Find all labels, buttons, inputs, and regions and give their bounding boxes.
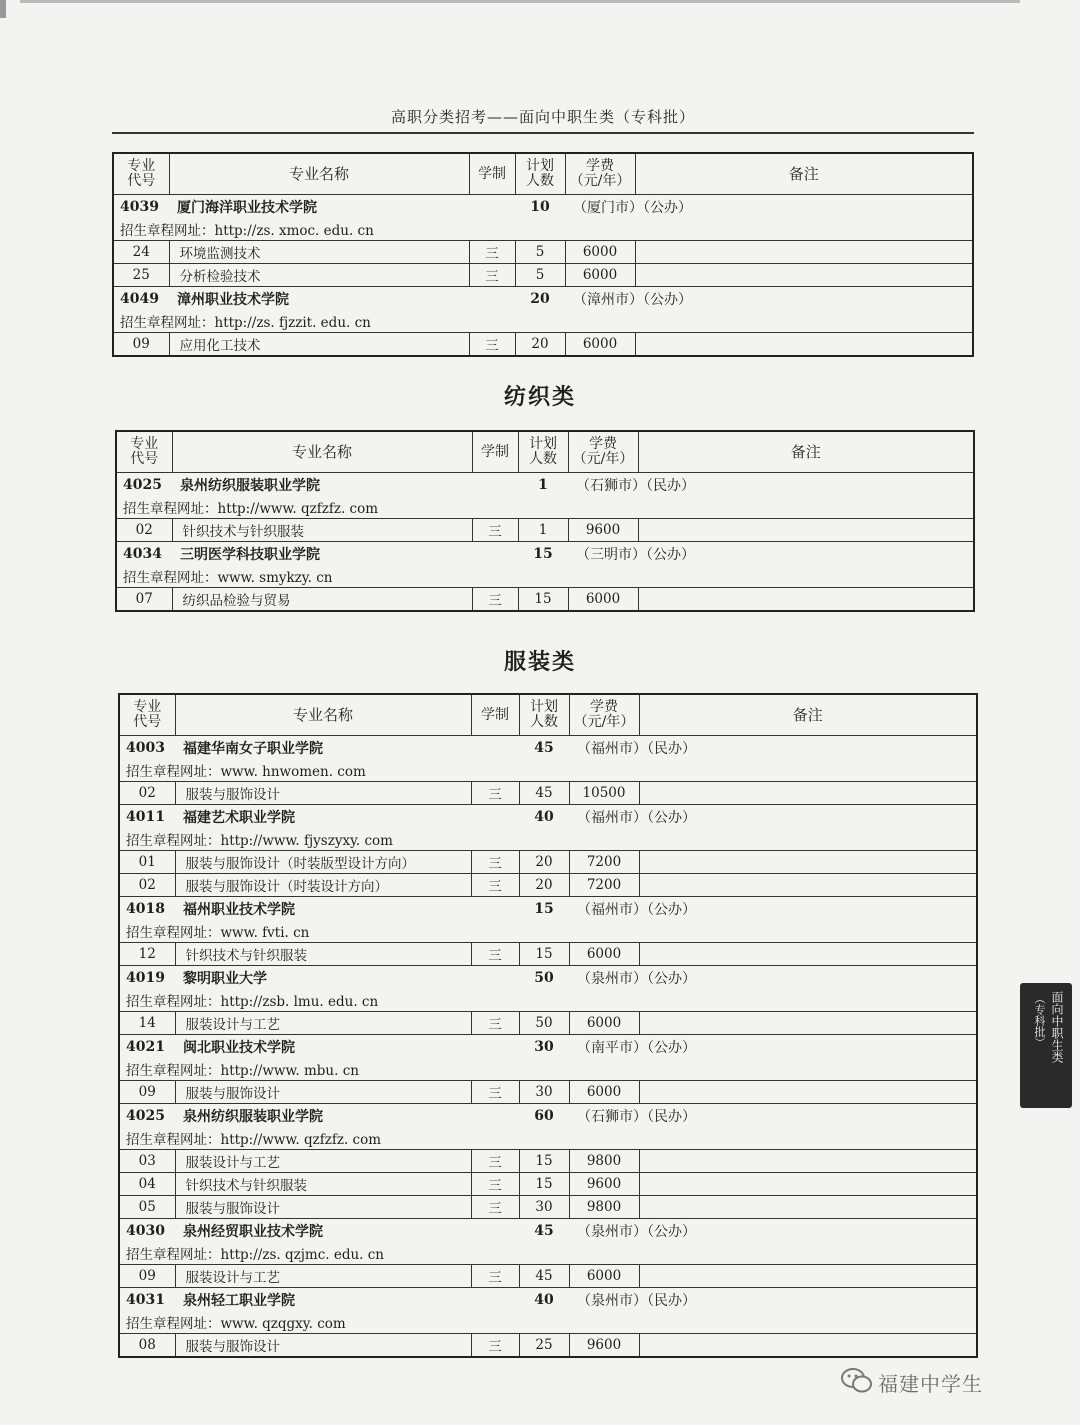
major-code: 01 bbox=[119, 851, 175, 874]
school-region: （厦门市）（公办） bbox=[565, 195, 973, 219]
major-duration: 三 bbox=[469, 264, 515, 287]
school-quota: 15 bbox=[518, 542, 568, 566]
url-label: 招生章程网址： bbox=[126, 994, 221, 1010]
major-fee: 6000 bbox=[569, 1081, 639, 1104]
section-title-apparel: 服装类 bbox=[503, 650, 576, 675]
major-quota: 20 bbox=[515, 333, 565, 357]
major-row bbox=[116, 519, 974, 542]
major-code: 25 bbox=[113, 264, 169, 287]
school-region: （三明市）（公办） bbox=[568, 542, 974, 566]
school-quota: 15 bbox=[519, 897, 569, 921]
major-fee: 9800 bbox=[569, 1196, 639, 1219]
school-url-cell bbox=[116, 496, 974, 519]
major-code: 08 bbox=[119, 1334, 175, 1358]
school-url[interactable]: http://www. mbu. cn bbox=[220, 1063, 359, 1079]
url-label: 招生章程网址： bbox=[123, 501, 218, 517]
table-header-row bbox=[119, 694, 977, 736]
url-label: 招生章程网址： bbox=[126, 764, 221, 780]
major-fee: 6000 bbox=[568, 588, 638, 612]
major-notes bbox=[639, 1173, 977, 1196]
major-notes bbox=[639, 851, 977, 874]
school-quota: 10 bbox=[515, 195, 565, 219]
major-row bbox=[119, 1196, 977, 1219]
major-duration: 三 bbox=[471, 874, 519, 897]
school-row bbox=[116, 473, 974, 497]
school-region: （福州市）（民办） bbox=[569, 736, 977, 760]
major-code: 02 bbox=[116, 519, 172, 542]
school-url[interactable]: http://zs. qzjmc. edu. cn bbox=[220, 1247, 385, 1263]
major-row bbox=[119, 943, 977, 966]
url-label: 招生章程网址： bbox=[126, 1063, 221, 1079]
major-row bbox=[119, 782, 977, 805]
school-code: 4034 bbox=[116, 542, 172, 566]
major-code: 12 bbox=[119, 943, 175, 966]
major-quota: 15 bbox=[519, 1150, 569, 1173]
school-url-cell bbox=[116, 565, 974, 588]
major-name: 针织技术与针织服装 bbox=[175, 1173, 471, 1196]
school-code: 4049 bbox=[113, 287, 169, 311]
major-duration: 三 bbox=[471, 851, 519, 874]
school-quota: 20 bbox=[515, 287, 565, 311]
major-notes bbox=[639, 1334, 977, 1358]
major-notes bbox=[639, 1081, 977, 1104]
side-tab-line1: 面向中职生类 bbox=[1050, 991, 1064, 1063]
major-duration: 三 bbox=[471, 1196, 519, 1219]
school-quota: 60 bbox=[519, 1104, 569, 1128]
column-header-duration: 学制 bbox=[471, 694, 519, 736]
school-code: 4019 bbox=[119, 966, 175, 990]
major-notes bbox=[635, 241, 973, 264]
school-url-cell bbox=[119, 989, 977, 1012]
url-label: 招生章程网址： bbox=[120, 223, 215, 239]
school-url[interactable]: www. hnwomen. com bbox=[220, 764, 366, 780]
major-duration: 三 bbox=[471, 782, 519, 805]
column-header-quota: 计划 人数 bbox=[519, 694, 569, 736]
column-header-notes: 备注 bbox=[639, 694, 977, 736]
major-quota: 20 bbox=[519, 874, 569, 897]
school-url-row bbox=[119, 989, 977, 1012]
major-name: 分析检验技术 bbox=[169, 264, 469, 287]
major-fee: 9600 bbox=[568, 519, 638, 542]
column-header-fee: 学费 （元/年） bbox=[569, 694, 639, 736]
major-fee: 9600 bbox=[569, 1334, 639, 1358]
major-duration: 三 bbox=[471, 1334, 519, 1358]
school-region: （福州市）（公办） bbox=[569, 805, 977, 829]
major-name: 服装与服饰设计（时装设计方向） bbox=[175, 874, 471, 897]
url-label: 招生章程网址： bbox=[126, 1132, 221, 1148]
column-header-name: 专业名称 bbox=[175, 694, 471, 736]
major-duration: 三 bbox=[471, 943, 519, 966]
school-quota: 40 bbox=[519, 805, 569, 829]
school-row bbox=[119, 1288, 977, 1312]
school-code: 4021 bbox=[119, 1035, 175, 1059]
major-duration: 三 bbox=[469, 241, 515, 264]
major-code: 09 bbox=[113, 333, 169, 357]
major-row bbox=[119, 1081, 977, 1104]
school-url-cell bbox=[119, 1311, 977, 1334]
school-url[interactable]: www. fvti. cn bbox=[220, 925, 310, 941]
school-url-cell bbox=[119, 1127, 977, 1150]
major-row bbox=[113, 264, 973, 287]
table-header-row bbox=[113, 153, 973, 195]
url-label: 招生章程网址： bbox=[126, 833, 221, 849]
url-label: 招生章程网址： bbox=[126, 925, 221, 941]
major-quota: 30 bbox=[519, 1081, 569, 1104]
major-code: 09 bbox=[119, 1265, 175, 1288]
major-fee: 6000 bbox=[569, 1012, 639, 1035]
school-row bbox=[119, 897, 977, 921]
school-row bbox=[113, 287, 973, 311]
column-header-quota: 计划 人数 bbox=[515, 153, 565, 195]
major-fee: 6000 bbox=[565, 264, 635, 287]
major-name: 服装设计与工艺 bbox=[175, 1265, 471, 1288]
school-code: 4025 bbox=[116, 473, 172, 497]
major-row bbox=[119, 1173, 977, 1196]
major-quota: 15 bbox=[519, 1173, 569, 1196]
major-name: 针织技术与针织服装 bbox=[172, 519, 472, 542]
school-url-cell bbox=[113, 218, 973, 241]
major-quota: 15 bbox=[519, 943, 569, 966]
major-fee: 6000 bbox=[569, 1265, 639, 1288]
major-quota: 5 bbox=[515, 241, 565, 264]
major-code: 05 bbox=[119, 1196, 175, 1219]
school-url-cell bbox=[113, 310, 973, 333]
school-name: 泉州纺织服装职业学院 bbox=[172, 473, 518, 497]
school-name: 泉州纺织服装职业学院 bbox=[175, 1104, 519, 1128]
school-name: 泉州经贸职业技术学院 bbox=[175, 1219, 519, 1243]
major-duration: 三 bbox=[471, 1081, 519, 1104]
school-url-cell bbox=[119, 920, 977, 943]
school-url-cell bbox=[119, 759, 977, 782]
url-label: 招生章程网址： bbox=[123, 570, 218, 586]
school-code: 4011 bbox=[119, 805, 175, 829]
major-fee: 6000 bbox=[565, 333, 635, 357]
school-row bbox=[119, 966, 977, 990]
school-code: 4018 bbox=[119, 897, 175, 921]
school-url-row bbox=[119, 1242, 977, 1265]
column-header-code: 专业 代号 bbox=[116, 431, 172, 473]
school-region: （泉州市）（民办） bbox=[569, 1288, 977, 1312]
school-url-cell bbox=[119, 828, 977, 851]
school-url-row bbox=[113, 310, 973, 333]
school-url[interactable]: http://zs. xmoc. edu. cn bbox=[214, 223, 374, 239]
major-name: 针织技术与针织服装 bbox=[175, 943, 471, 966]
school-row bbox=[119, 805, 977, 829]
major-code: 09 bbox=[119, 1081, 175, 1104]
page-header-title: 高职分类招考——面向中职生类（专科批） bbox=[390, 108, 695, 126]
major-fee: 9800 bbox=[569, 1150, 639, 1173]
column-header-name: 专业名称 bbox=[172, 431, 472, 473]
major-code: 04 bbox=[119, 1173, 175, 1196]
school-url-cell bbox=[119, 1058, 977, 1081]
major-duration: 三 bbox=[472, 588, 518, 612]
major-code: 24 bbox=[113, 241, 169, 264]
side-tab-category bbox=[1020, 983, 1072, 1108]
school-name: 黎明职业大学 bbox=[175, 966, 519, 990]
school-url[interactable]: www. smykzy. cn bbox=[217, 570, 333, 586]
major-notes bbox=[635, 333, 973, 357]
school-row bbox=[119, 1104, 977, 1128]
page-header bbox=[112, 100, 974, 134]
major-row bbox=[113, 333, 973, 357]
school-quota: 1 bbox=[518, 473, 568, 497]
side-tab-line2: （专科批） bbox=[1033, 993, 1046, 1048]
school-url[interactable]: http://www. qzfzfz. com bbox=[217, 501, 379, 517]
major-name: 服装设计与工艺 bbox=[175, 1150, 471, 1173]
school-row bbox=[116, 542, 974, 566]
major-quota: 5 bbox=[515, 264, 565, 287]
column-header-notes: 备注 bbox=[638, 431, 974, 473]
school-name: 厦门海洋职业技术学院 bbox=[169, 195, 515, 219]
school-url-row bbox=[119, 828, 977, 851]
school-region: （福州市）（公办） bbox=[569, 897, 977, 921]
admission-table-chemistry bbox=[112, 152, 974, 357]
school-url-row bbox=[119, 759, 977, 782]
school-region: （泉州市）（公办） bbox=[569, 966, 977, 990]
major-quota: 15 bbox=[518, 588, 568, 612]
major-duration: 三 bbox=[471, 1012, 519, 1035]
column-header-code: 专业 代号 bbox=[119, 694, 175, 736]
school-url[interactable]: http://zsb. lmu. edu. cn bbox=[220, 994, 379, 1010]
major-quota: 45 bbox=[519, 1265, 569, 1288]
url-label: 招生章程网址： bbox=[120, 315, 215, 331]
major-duration: 三 bbox=[469, 333, 515, 357]
major-duration: 三 bbox=[471, 1265, 519, 1288]
major-row bbox=[119, 1150, 977, 1173]
major-row bbox=[119, 874, 977, 897]
major-name: 纺织品检验与贸易 bbox=[172, 588, 472, 612]
school-quota: 30 bbox=[519, 1035, 569, 1059]
school-name: 闽北职业技术学院 bbox=[175, 1035, 519, 1059]
school-url-row bbox=[116, 565, 974, 588]
watermark-text: 福建中学生 bbox=[878, 1372, 983, 1396]
school-url-row bbox=[119, 1058, 977, 1081]
scan-mark bbox=[0, 0, 6, 18]
major-quota: 25 bbox=[519, 1334, 569, 1358]
major-row bbox=[116, 588, 974, 612]
column-header-duration: 学制 bbox=[469, 153, 515, 195]
major-code: 03 bbox=[119, 1150, 175, 1173]
major-quota: 20 bbox=[519, 851, 569, 874]
major-name: 服装与服饰设计 bbox=[175, 782, 471, 805]
school-url-row bbox=[113, 218, 973, 241]
school-name: 三明医学科技职业学院 bbox=[172, 542, 518, 566]
column-header-name: 专业名称 bbox=[169, 153, 469, 195]
major-duration: 三 bbox=[472, 519, 518, 542]
major-name: 服装与服饰设计 bbox=[175, 1081, 471, 1104]
major-fee: 10500 bbox=[569, 782, 639, 805]
major-fee: 9600 bbox=[569, 1173, 639, 1196]
major-fee: 6000 bbox=[569, 943, 639, 966]
school-name: 漳州职业技术学院 bbox=[169, 287, 515, 311]
major-notes bbox=[639, 1012, 977, 1035]
school-code: 4031 bbox=[119, 1288, 175, 1312]
major-name: 服装与服饰设计（时装版型设计方向） bbox=[175, 851, 471, 874]
school-code: 4039 bbox=[113, 195, 169, 219]
school-region: （南平市）（公办） bbox=[569, 1035, 977, 1059]
school-region: （石狮市）（民办） bbox=[569, 1104, 977, 1128]
major-code: 02 bbox=[119, 874, 175, 897]
school-url[interactable]: http://www. fjyszyxy. com bbox=[220, 833, 393, 849]
major-row bbox=[119, 1334, 977, 1358]
major-duration: 三 bbox=[471, 1150, 519, 1173]
major-quota: 30 bbox=[519, 1196, 569, 1219]
major-notes bbox=[635, 264, 973, 287]
school-url-row bbox=[119, 1127, 977, 1150]
major-notes bbox=[639, 943, 977, 966]
section-title-textile: 纺织类 bbox=[503, 385, 576, 410]
school-name: 福建华南女子职业学院 bbox=[175, 736, 519, 760]
school-url[interactable]: http://zs. fjzzit. edu. cn bbox=[214, 315, 371, 331]
school-url[interactable]: www. qzqgxy. com bbox=[220, 1316, 346, 1332]
school-code: 4030 bbox=[119, 1219, 175, 1243]
school-url-cell bbox=[119, 1242, 977, 1265]
school-region: （石狮市）（民办） bbox=[568, 473, 974, 497]
url-label: 招生章程网址： bbox=[126, 1247, 221, 1263]
major-notes bbox=[639, 1265, 977, 1288]
school-name: 福建艺术职业学院 bbox=[175, 805, 519, 829]
major-name: 服装与服饰设计 bbox=[175, 1334, 471, 1358]
major-fee: 7200 bbox=[569, 851, 639, 874]
school-name: 福州职业技术学院 bbox=[175, 897, 519, 921]
school-quota: 45 bbox=[519, 736, 569, 760]
table-header-row bbox=[116, 431, 974, 473]
major-code: 14 bbox=[119, 1012, 175, 1035]
major-code: 02 bbox=[119, 782, 175, 805]
major-fee: 6000 bbox=[565, 241, 635, 264]
school-quota: 50 bbox=[519, 966, 569, 990]
wechat-icon bbox=[840, 1366, 874, 1396]
major-quota: 50 bbox=[519, 1012, 569, 1035]
major-code: 07 bbox=[116, 588, 172, 612]
school-quota: 40 bbox=[519, 1288, 569, 1312]
url-label: 招生章程网址： bbox=[126, 1316, 221, 1332]
column-header-notes: 备注 bbox=[635, 153, 973, 195]
school-row bbox=[119, 1219, 977, 1243]
major-notes bbox=[639, 874, 977, 897]
major-fee: 7200 bbox=[569, 874, 639, 897]
major-row bbox=[113, 241, 973, 264]
school-code: 4003 bbox=[119, 736, 175, 760]
major-notes bbox=[639, 782, 977, 805]
school-url-row bbox=[119, 1311, 977, 1334]
column-header-duration: 学制 bbox=[472, 431, 518, 473]
column-header-code: 专业 代号 bbox=[113, 153, 169, 195]
column-header-quota: 计划 人数 bbox=[518, 431, 568, 473]
major-name: 服装设计与工艺 bbox=[175, 1012, 471, 1035]
major-row bbox=[119, 1265, 977, 1288]
school-row bbox=[119, 736, 977, 760]
scan-mark bbox=[20, 0, 1020, 3]
major-name: 应用化工技术 bbox=[169, 333, 469, 357]
major-row bbox=[119, 851, 977, 874]
major-name: 服装与服饰设计 bbox=[175, 1196, 471, 1219]
school-url-row bbox=[119, 920, 977, 943]
column-header-fee: 学费 （元/年） bbox=[568, 431, 638, 473]
school-region: （漳州市）（公办） bbox=[565, 287, 973, 311]
major-quota: 45 bbox=[519, 782, 569, 805]
school-row bbox=[113, 195, 973, 219]
school-row bbox=[119, 1035, 977, 1059]
major-row bbox=[119, 1012, 977, 1035]
admission-table-textile bbox=[115, 430, 975, 612]
major-notes bbox=[639, 1196, 977, 1219]
major-notes bbox=[638, 588, 974, 612]
major-quota: 1 bbox=[518, 519, 568, 542]
school-region: （泉州市）（公办） bbox=[569, 1219, 977, 1243]
watermark bbox=[840, 1364, 1060, 1404]
school-name: 泉州轻工职业学院 bbox=[175, 1288, 519, 1312]
column-header-fee: 学费 （元/年） bbox=[565, 153, 635, 195]
major-name: 环境监测技术 bbox=[169, 241, 469, 264]
school-code: 4025 bbox=[119, 1104, 175, 1128]
major-notes bbox=[639, 1150, 977, 1173]
admission-table-apparel bbox=[118, 693, 978, 1358]
school-quota: 45 bbox=[519, 1219, 569, 1243]
school-url-row bbox=[116, 496, 974, 519]
major-duration: 三 bbox=[471, 1173, 519, 1196]
school-url[interactable]: http://www. qzfzfz. com bbox=[220, 1132, 382, 1148]
major-notes bbox=[638, 519, 974, 542]
